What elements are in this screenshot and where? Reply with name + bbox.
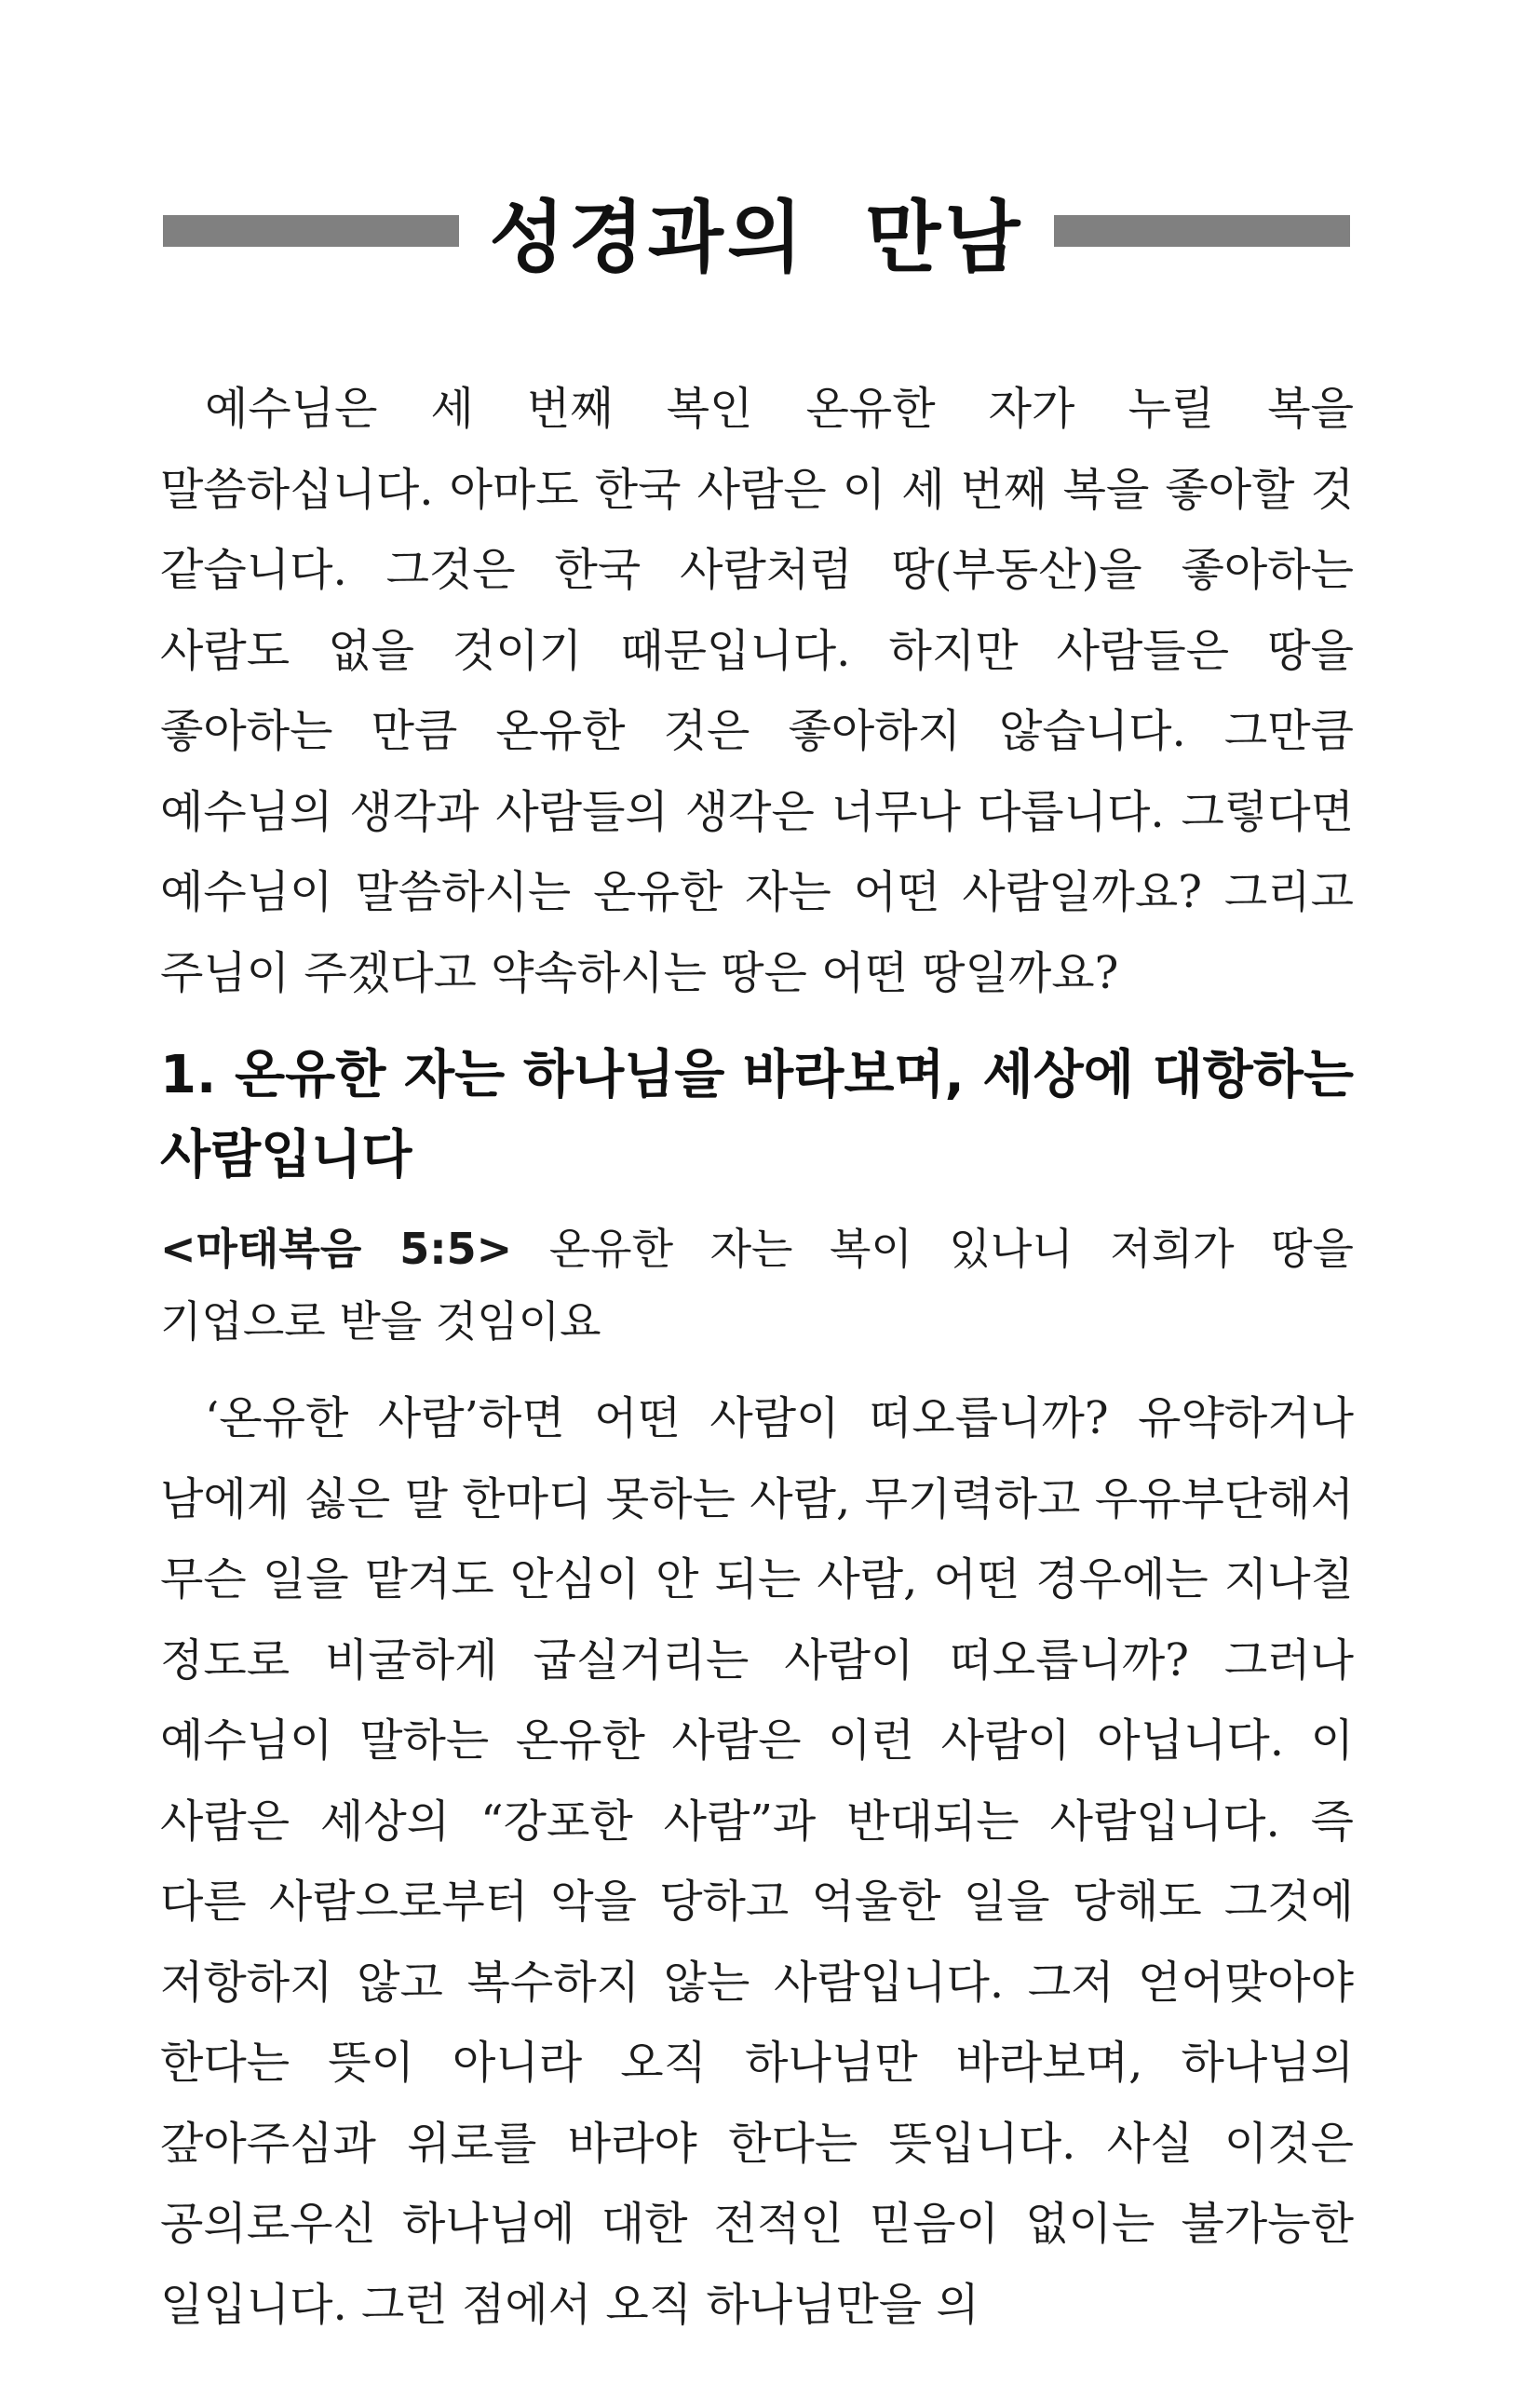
scripture-verse <box>160 1212 1354 1358</box>
intro-paragraph <box>160 369 1354 1013</box>
section-heading: 1. 온유한 자는 하나님을 바라보며, 세상에 대항하는 사람입니다 <box>160 1045 1354 1185</box>
verse-reference: <마태복음 5:5> <box>160 1224 513 1274</box>
verse-text: 온유한 자는 복이 있나니 저희가 땅을 기업으로 받을 것임이요 <box>160 1224 1354 1347</box>
section-body-paragraph <box>160 1378 1354 2345</box>
title-bar-left <box>163 215 459 247</box>
section-body-text: ‘온유한 사람’하면 어떤 사람이 떠오릅니까? 유약하거나 남에게 싫은 말 한마디 못하는 사람, 무기력하고 우유부단해서 무슨 일을 맡겨도 안심이 안 되는 사람, 어떤 경우에는 지나칠 정도로 비굴하게 굽실거리는 사람이 떠오릅니까? 그러나 예수님이 말하는 온유한 사람은 이런 사람이 아닙니다. 이 사람은 세상의 “강포한 사람”과 반대되는 사람입니다. 즉 다른 사람으로부터 악을 당하고 억울한 일을 당해도 그것에 저항하지 않고 복수하지 않는 사람입니다. 그저 얻어맞아야 한다는 뜻이 아니라 오직 하나님만 바라보며, 하나님의 갚아주심과 위로를 바라야 한다는 뜻입니다. 사실 이것은 공의로우신 하나님에 대한 전적인 믿음이 없이는 불가능한 일입니다. 그런 점에서 오직 하나님만을 의 <box>160 1392 1354 2331</box>
page-title: 성경과의 만남 <box>489 191 1024 283</box>
title-banner <box>163 166 1350 296</box>
intro-paragraph-text: 예수님은 세 번째 복인 온유한 자가 누릴 복을 말씀하십니다. 아마도 한국 사람은 이 세 번째 복을 좋아할 것 같습니다. 그것은 한국 사람처럼 땅(부동산)을 좋아하는 사람도 없을 것이기 때문입니다. 하지만 사람들은 땅을 좋아하는 만큼 온유한 것은 좋아하지 않습니다. 그만큼 예수님의 생각과 사람들의 생각은 너무나 다릅니다. 그렇다면 예수님이 말씀하시는 온유한 자는 어떤 사람일까요? 그리고 주님이 주겠다고 약속하시는 땅은 어떤 땅일까요? <box>160 383 1354 999</box>
title-bar-right <box>1054 215 1350 247</box>
